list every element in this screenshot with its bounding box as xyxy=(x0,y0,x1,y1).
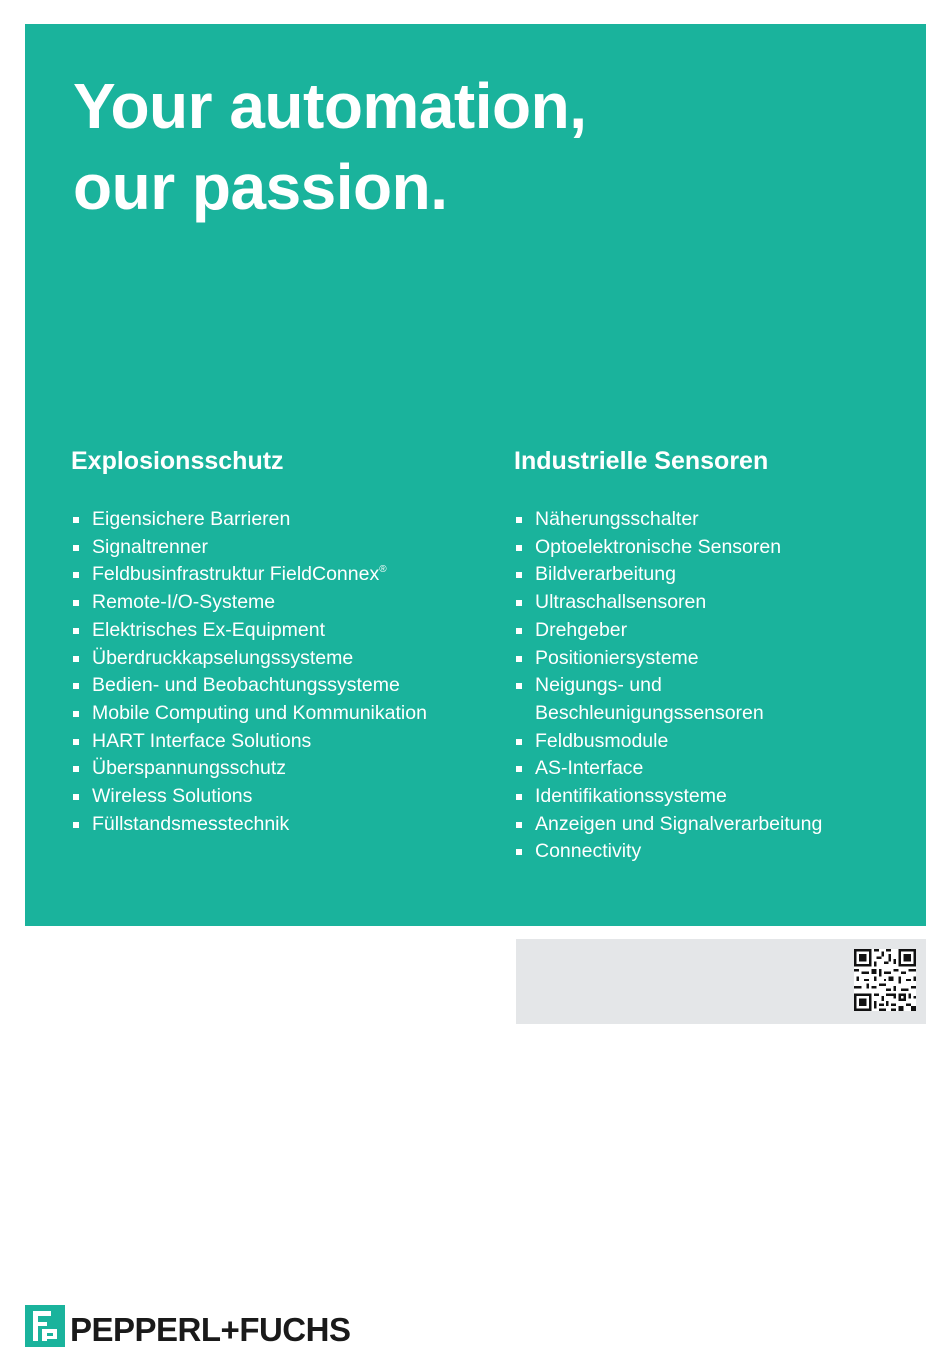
list-item: Überdruckkapselungssysteme xyxy=(71,645,491,673)
list-item: Drehgeber xyxy=(514,617,914,645)
headline-line-1: Your automation, xyxy=(73,70,587,142)
industrial-sensors-heading: Industrielle Sensoren xyxy=(514,447,769,475)
explosion-protection-heading: Explosionsschutz xyxy=(71,447,284,475)
list-item: Feldbusmodule xyxy=(514,728,914,756)
list-item: Feldbusinfrastruktur FieldConnex® xyxy=(71,561,491,589)
qr-box xyxy=(516,939,926,1024)
qr-code-icon[interactable] xyxy=(854,949,916,1011)
list-item: Elektrisches Ex-Equipment xyxy=(71,617,491,645)
list-item: Neigungs- und Beschleunigungssensoren xyxy=(514,672,914,727)
list-item: Remote-I/O-Systeme xyxy=(71,589,491,617)
list-item: Optoelektronische Sensoren xyxy=(514,534,914,562)
list-item: Füllstandsmesstechnik xyxy=(71,811,491,839)
list-item: Ultraschallsensoren xyxy=(514,589,914,617)
list-item: Signaltrenner xyxy=(71,534,491,562)
hero-panel xyxy=(25,24,926,926)
explosion-protection-column xyxy=(71,443,491,835)
list-item: AS-Interface xyxy=(514,755,914,783)
list-item: Anzeigen und Signalverarbeitung xyxy=(514,811,914,839)
list-item: Näherungsschalter xyxy=(514,506,914,534)
list-item: Identifikationssysteme xyxy=(514,783,914,811)
industrial-sensors-list xyxy=(514,506,914,866)
list-item: Connectivity xyxy=(514,838,914,866)
registered-mark: ® xyxy=(379,564,387,576)
brand-name: PEPPERL+FUCHS xyxy=(70,1311,351,1348)
pf-logo-icon xyxy=(25,1305,65,1347)
explosion-protection-list xyxy=(71,506,491,838)
headline xyxy=(73,66,586,228)
list-item: Wireless Solutions xyxy=(71,783,491,811)
brand-logo xyxy=(25,1305,385,1349)
list-item: Bildverarbeitung xyxy=(514,561,914,589)
list-item: Eigensichere Barrieren xyxy=(71,506,491,534)
industrial-sensors-column xyxy=(514,443,914,863)
list-item: Bedien- und Beobachtungssysteme xyxy=(71,672,491,700)
list-item: HART Interface Solutions xyxy=(71,728,491,756)
list-item: Überspannungsschutz xyxy=(71,755,491,783)
headline-line-2: our passion. xyxy=(73,151,448,223)
list-item: Positioniersysteme xyxy=(514,645,914,673)
list-item: Mobile Computing und Kommunikation xyxy=(71,700,491,728)
